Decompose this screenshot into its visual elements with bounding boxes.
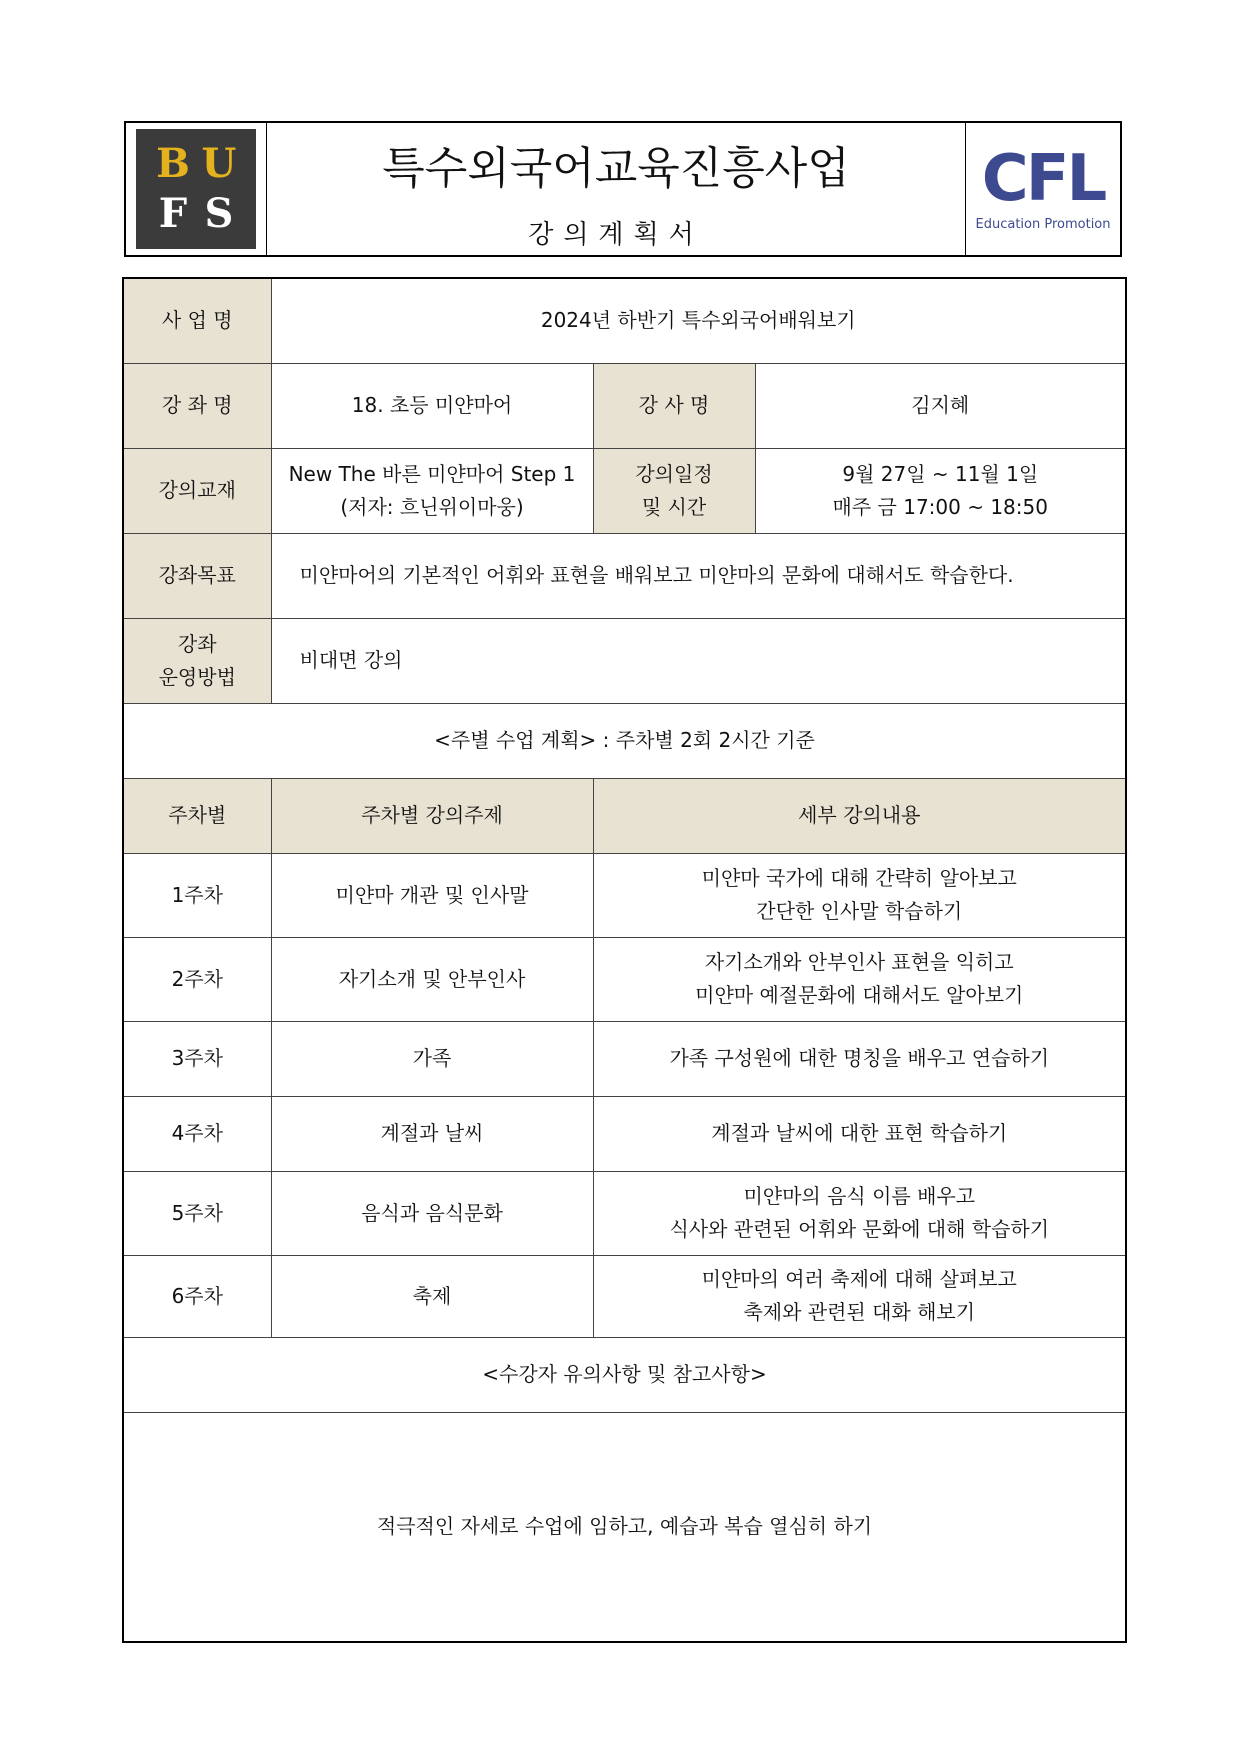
schedule-label-line-1: 강의일정	[635, 461, 713, 486]
row-textbook	[123, 448, 1126, 533]
topic-cell: 미얀마 개관 및 인사말	[271, 853, 593, 937]
logo-letter-b: B	[156, 140, 190, 187]
method-label	[123, 618, 271, 703]
week-cell: 5주차	[123, 1171, 271, 1255]
column-header-topic: 주차별 강의주제	[271, 778, 593, 853]
week-cell: 6주차	[123, 1255, 271, 1337]
column-header-week: 주차별	[123, 778, 271, 853]
topic-cell: 계절과 날씨	[271, 1096, 593, 1171]
row-notes	[123, 1412, 1126, 1642]
schedule-label	[593, 448, 755, 533]
detail-line-1: 자기소개와 안부인사 표현을 익히고	[704, 950, 1014, 974]
table-row	[123, 853, 1126, 937]
textbook-line-1: New The 바른 미얀마어 Step 1	[288, 461, 576, 486]
column-header-detail: 세부 강의내용	[593, 778, 1126, 853]
detail-line-2: 식사와 관련된 어휘와 문화에 대해 학습하기	[669, 1217, 1050, 1241]
detail-line-2: 축제와 관련된 대화 해보기	[743, 1300, 976, 1324]
method-label-line-1: 강좌	[177, 631, 217, 656]
detail-cell: 가족 구성원에 대한 명칭을 배우고 연습하기	[593, 1021, 1126, 1096]
topic-cell: 축제	[271, 1255, 593, 1337]
detail-cell: 계절과 날씨에 대한 표현 학습하기	[593, 1096, 1126, 1171]
topic-cell: 자기소개 및 안부인사	[271, 937, 593, 1021]
schedule-value	[755, 448, 1126, 533]
detail-cell	[593, 1255, 1126, 1337]
document-subtitle: 강의계획서	[528, 219, 704, 250]
logo-letter-s: S	[204, 190, 234, 237]
schedule-line-2: 매주 금 17:00 ~ 18:50	[832, 494, 1048, 519]
logo-letter-u: U	[201, 140, 237, 187]
project-value: 2024년 하반기 특수외국어배워보기	[271, 278, 1126, 363]
week-cell: 2주차	[123, 937, 271, 1021]
week-cell: 3주차	[123, 1021, 271, 1096]
detail-cell	[593, 853, 1126, 937]
document-title: 특수외국어교육진흥사업	[382, 142, 850, 194]
table-row	[123, 1021, 1126, 1096]
topic-cell: 음식과 음식문화	[271, 1171, 593, 1255]
week-cell: 1주차	[123, 853, 271, 937]
table-row	[123, 1096, 1126, 1171]
document-header	[124, 121, 1122, 257]
detail-line-1: 미얀마의 음식 이름 배우고	[743, 1184, 976, 1208]
row-notes-title	[123, 1337, 1126, 1412]
detail-line-2: 미얀마 예절문화에 대해서도 알아보기	[695, 983, 1024, 1007]
schedule-line-1: 9월 27일 ~ 11월 1일	[842, 461, 1039, 486]
row-course	[123, 363, 1126, 448]
bufs-logo-cell	[126, 123, 267, 255]
method-label-line-2: 운영방법	[158, 664, 236, 689]
textbook-value	[271, 448, 593, 533]
textbook-line-2: (저자: 흐닌위이마웅)	[340, 494, 524, 519]
schedule-label-line-2: 및 시간	[641, 494, 707, 519]
method-value: 비대면 강의	[271, 618, 1126, 703]
course-plan-table	[122, 277, 1127, 1643]
notes-text: 적극적인 자세로 수업에 임하고, 예습과 복습 열심히 하기	[123, 1412, 1126, 1642]
weekly-plan-title: <주별 수업 계획> : 주차별 2회 2시간 기준	[123, 703, 1126, 778]
table-row	[123, 1171, 1126, 1255]
weekly-header-row	[123, 778, 1126, 853]
instructor-value: 김지혜	[755, 363, 1126, 448]
cfl-logo-subtext: Education Promotion	[975, 216, 1111, 232]
textbook-label: 강의교재	[123, 448, 271, 533]
logo-letter-f: F	[158, 190, 188, 237]
bufs-logo	[136, 129, 256, 249]
week-cell: 4주차	[123, 1096, 271, 1171]
cfl-logo-text: CFL	[981, 141, 1105, 216]
row-method	[123, 618, 1126, 703]
topic-cell: 가족	[271, 1021, 593, 1096]
goal-value: 미얀마어의 기본적인 어휘와 표현을 배워보고 미얀마의 문화에 대해서도 학습한다.	[271, 533, 1126, 618]
title-area	[267, 123, 965, 255]
notes-title: <수강자 유의사항 및 참고사항>	[123, 1337, 1126, 1412]
detail-cell	[593, 1171, 1126, 1255]
row-weekly-title	[123, 703, 1126, 778]
cfl-logo	[965, 123, 1120, 255]
instructor-label: 강 사 명	[593, 363, 755, 448]
project-label: 사 업 명	[123, 278, 271, 363]
course-value: 18. 초등 미얀마어	[271, 363, 593, 448]
detail-line-2: 간단한 인사말 학습하기	[756, 899, 963, 923]
detail-line-1: 미얀마 국가에 대해 간략히 알아보고	[701, 866, 1017, 890]
goal-label: 강좌목표	[123, 533, 271, 618]
course-label: 강 좌 명	[123, 363, 271, 448]
row-goal	[123, 533, 1126, 618]
table-row	[123, 1255, 1126, 1337]
row-project	[123, 278, 1126, 363]
detail-line-1: 미얀마의 여러 축제에 대해 살펴보고	[701, 1267, 1017, 1291]
table-row	[123, 937, 1126, 1021]
detail-cell	[593, 937, 1126, 1021]
